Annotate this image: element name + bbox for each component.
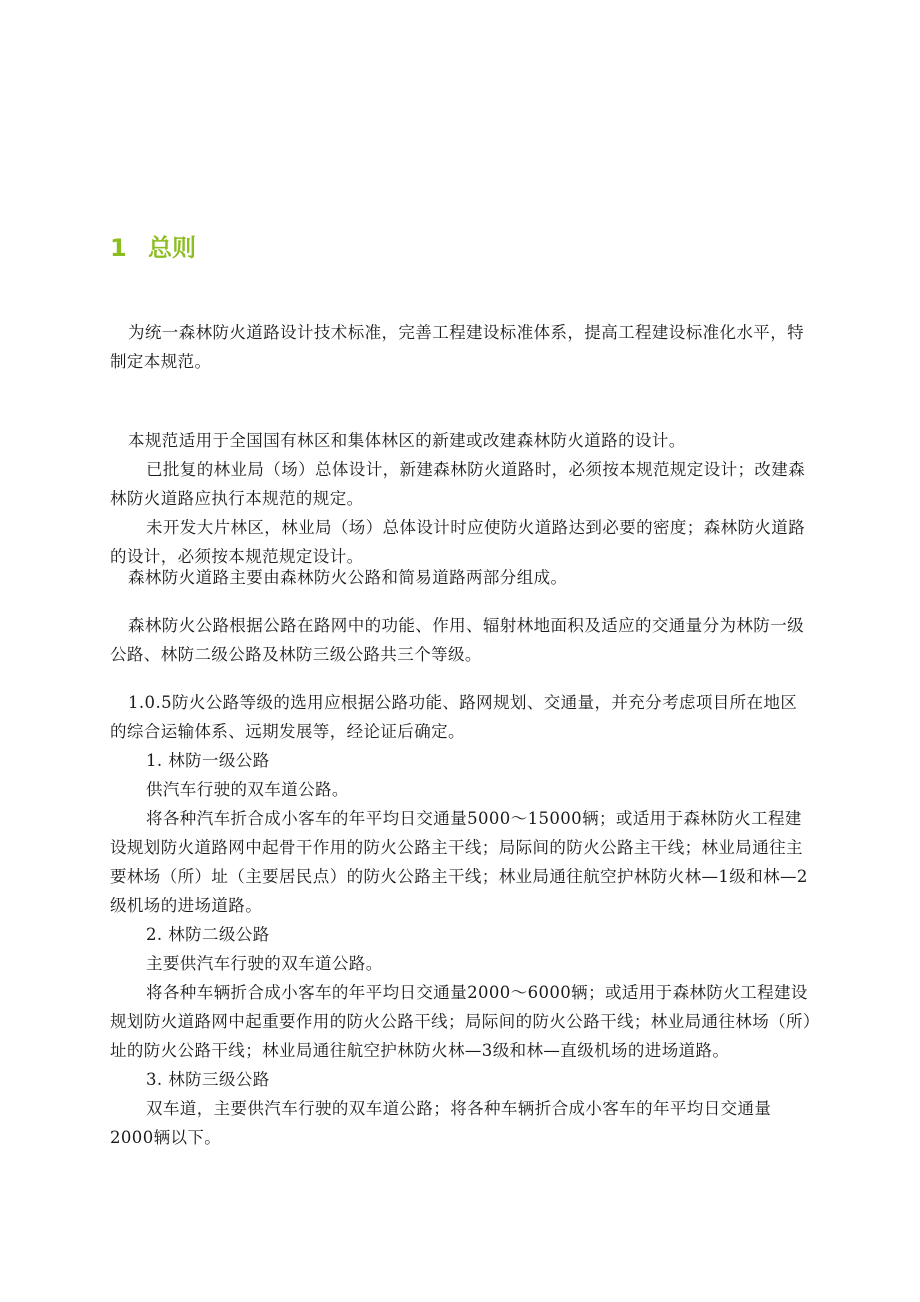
clause-grade-selection [110,688,812,1152]
grade-3-title: 3. 林防三级公路 [146,1070,270,1089]
grade-1-summary: 供汽车行驶的双车道公路。 [146,780,349,799]
clause-scope [110,426,812,571]
paragraph-undeveloped-forest: 未开发大片林区，林业局（场）总体设计时应使防火道路达到必要的密度；森林防火道路的设计，必须按本规范规定设计。 [110,518,806,566]
section-heading [110,228,196,263]
paragraph-purpose: 为统一森林防火道路设计技术标准，完善工程建设标准体系，提高工程建设标准化水平，特制定本规范。 [110,323,804,371]
paragraph-grade-selection: 1.0.5防火公路等级的选用应根据公路功能、路网规划、交通量，并充分考虑项目所在地区的综合运输体系、远期发展等，经论证后确定。 [110,693,798,741]
grade-1-title: 1. 林防一级公路 [146,751,270,770]
clause-purpose [110,318,812,376]
section-title: 总则 [148,234,196,262]
clause-classification [110,611,812,669]
clause-composition [110,563,812,592]
grade-2-detail: 将各种车辆折合成小客车的年平均日交通量2000～6000辆；或适用于森林防火工程建设规划防火道路网中起重要作用的防火公路干线；局际间的防火公路干线；林业局通往林场（所）址的防火公路干线；林业局通往航空护林防火林—3级和林—直级机场的进场道路。 [110,983,812,1060]
paragraph-composition: 森林防火道路主要由森林防火公路和简易道路两部分组成。 [128,568,568,587]
grade-1-detail: 将各种汽车折合成小客车的年平均日交通量5000～15000辆；或适用于森林防火工程建设规划防火道路网中起骨干作用的防火公路主干线；局际间的防火公路主干线；林业局通往主要林场（所）址（主要居民点）的防火公路主干线；林业局通往航空护林防火林—1级和林—2级机场的进场道路。 [110,809,808,915]
paragraph-classification: 森林防火公路根据公路在路网中的功能、作用、辐射林地面积及适应的交通量分为林防一级公路、林防二级公路及林防三级公路共三个等级。 [110,616,804,664]
grade-3-detail: 双车道，主要供汽车行驶的双车道公路；将各种车辆折合成小客车的年平均日交通量2000辆以下。 [110,1099,772,1147]
section-number: 1 [110,234,127,262]
paragraph-approved-design: 已批复的林业局（场）总体设计，新建森林防火道路时，必须按本规范规定设计；改建森林防火道路应执行本规范的规定。 [110,460,806,508]
grade-2-title: 2. 林防二级公路 [146,925,270,944]
paragraph-scope: 本规范适用于全国国有林区和集体林区的新建或改建森林防火道路的设计。 [128,431,686,450]
grade-2-summary: 主要供汽车行驶的双车道公路。 [146,954,383,973]
